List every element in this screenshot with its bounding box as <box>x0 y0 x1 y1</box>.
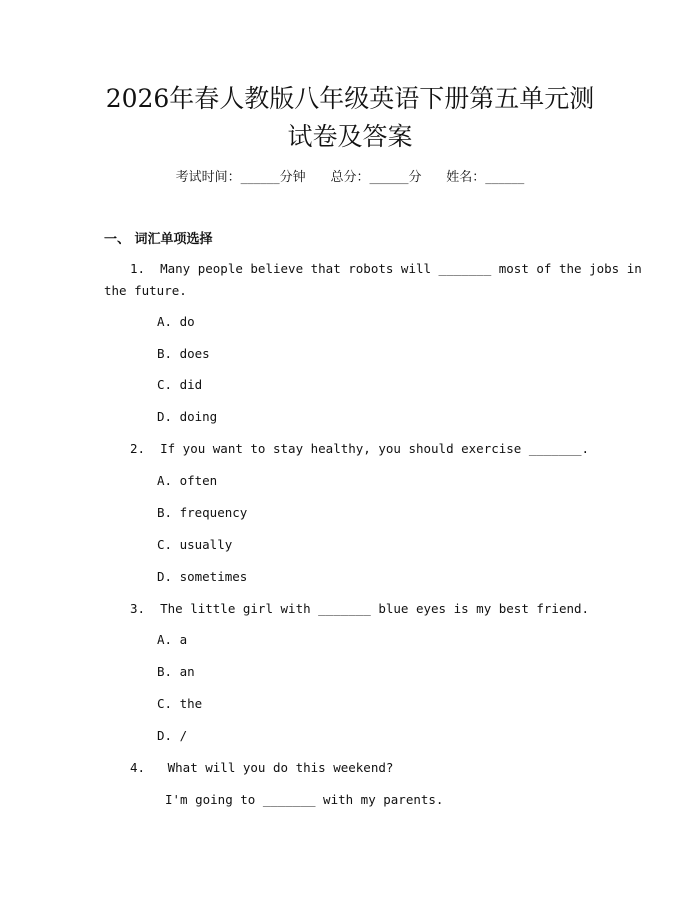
question-2-option-d: D. sometimes <box>157 569 248 584</box>
question-2-option-b: B. frequency <box>157 505 248 520</box>
question-1-text: 1. Many people believe that robots will _______ most of the jobs in <box>130 261 642 276</box>
page-title-line-2: 试卷及答案 <box>287 122 413 151</box>
question-2-option-a: A. often <box>157 473 218 488</box>
exam-meta <box>0 168 700 188</box>
exam-time-label: 考试时间：______分钟 <box>175 170 306 185</box>
question-1-option-a: A. do <box>157 314 195 329</box>
question-3-option-d: D. / <box>157 728 188 743</box>
question-2-option-c: C. usually <box>157 537 233 552</box>
question-3-text: 3. The little girl with _______ blue eyes is my best friend. <box>130 601 590 616</box>
section-heading-vocabulary: 一、 词汇单项选择 <box>104 232 213 247</box>
page-title-line-1: 2026年春人教版八年级英语下册第五单元测 <box>105 84 595 113</box>
question-1-option-b: B. does <box>157 346 210 361</box>
question-2-text: 2. If you want to stay healthy, you should exercise _______. <box>130 441 590 456</box>
student-name-label: 姓名：______ <box>446 170 525 185</box>
question-4-text: 4. What will you do this weekend? <box>130 760 394 775</box>
question-1-option-d: D. doing <box>157 409 218 424</box>
question-1-option-c: C. did <box>157 377 203 392</box>
question-1-text-continued: the future. <box>104 283 187 298</box>
total-score-label: 总分：______分 <box>330 170 422 185</box>
question-3-option-c: C. the <box>157 696 203 711</box>
question-3-option-b: B. an <box>157 664 195 679</box>
question-3-option-a: A. a <box>157 632 188 647</box>
question-4-dialogue-response: I'm going to _______ with my parents. <box>165 792 444 807</box>
